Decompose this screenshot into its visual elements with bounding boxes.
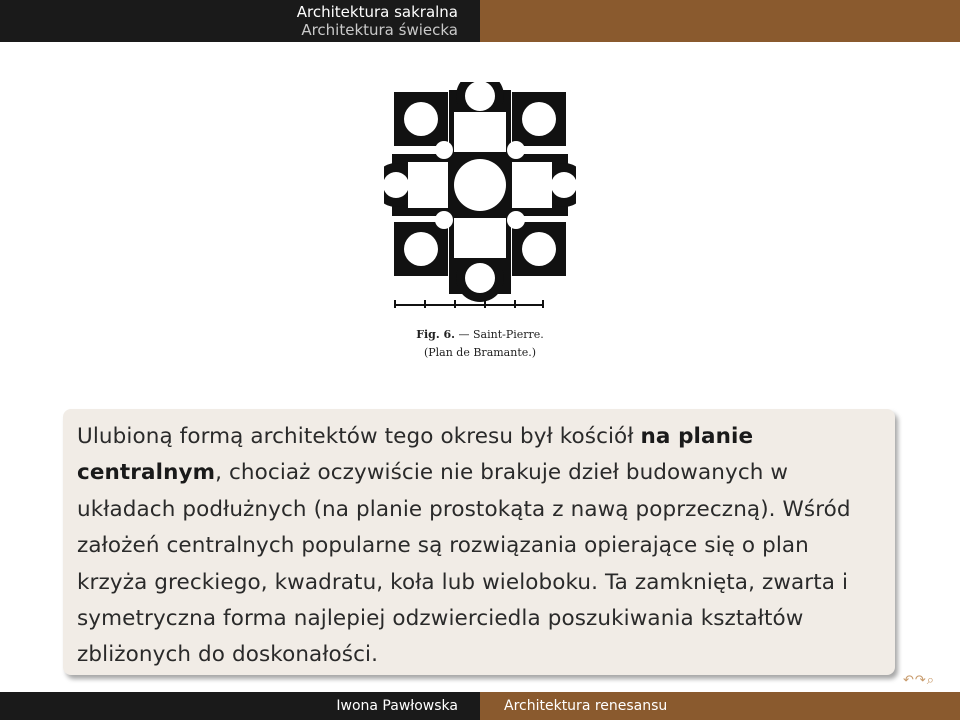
- floor-plan-figure: [384, 82, 576, 312]
- footer-author[interactable]: Iwona Pawłowska: [336, 698, 458, 714]
- figure-number: Fig. 6.: [416, 328, 456, 341]
- header-left: [0, 0, 480, 42]
- section-title[interactable]: Architektura sakralna: [296, 3, 458, 21]
- footer-bar: [0, 692, 960, 720]
- navigation-symbols[interactable]: [903, 673, 935, 688]
- block-text-bold: na planie centralnym: [77, 424, 754, 486]
- text-block: [63, 409, 895, 675]
- header-bar: [0, 0, 960, 42]
- footer-right: [480, 692, 960, 720]
- block-text-part2: , chociaż oczywiście nie brakuje dzieł budowanych w układach podłużnych (na planie prostokąta z nawą poprzeczną). Wśród założeń centralnych popularne są rozwiązania opierające się o plan krzyża greckiego, kwadratu, koła lub wieloboku. Ta zamknięta, zwarta i symetryczna forma najlepiej odzwierciedla poszukiwania kształtów zbliżonych do doskonałości.: [77, 460, 851, 668]
- footer-left: [0, 692, 480, 720]
- figure-subtitle: (Plan de Bramante.): [423, 346, 537, 359]
- header-right: [480, 0, 960, 42]
- nav-icons[interactable]: ↶↷⌕: [903, 673, 936, 688]
- subsection-title[interactable]: Architektura świecka: [301, 21, 458, 39]
- footer-title[interactable]: Architektura renesansu: [504, 698, 668, 714]
- block-text-part1: Ulubioną formą architektów tego okresu był kościół: [77, 424, 641, 449]
- figure-title: — Saint-Pierre.: [458, 328, 544, 341]
- figure-caption: [384, 326, 576, 362]
